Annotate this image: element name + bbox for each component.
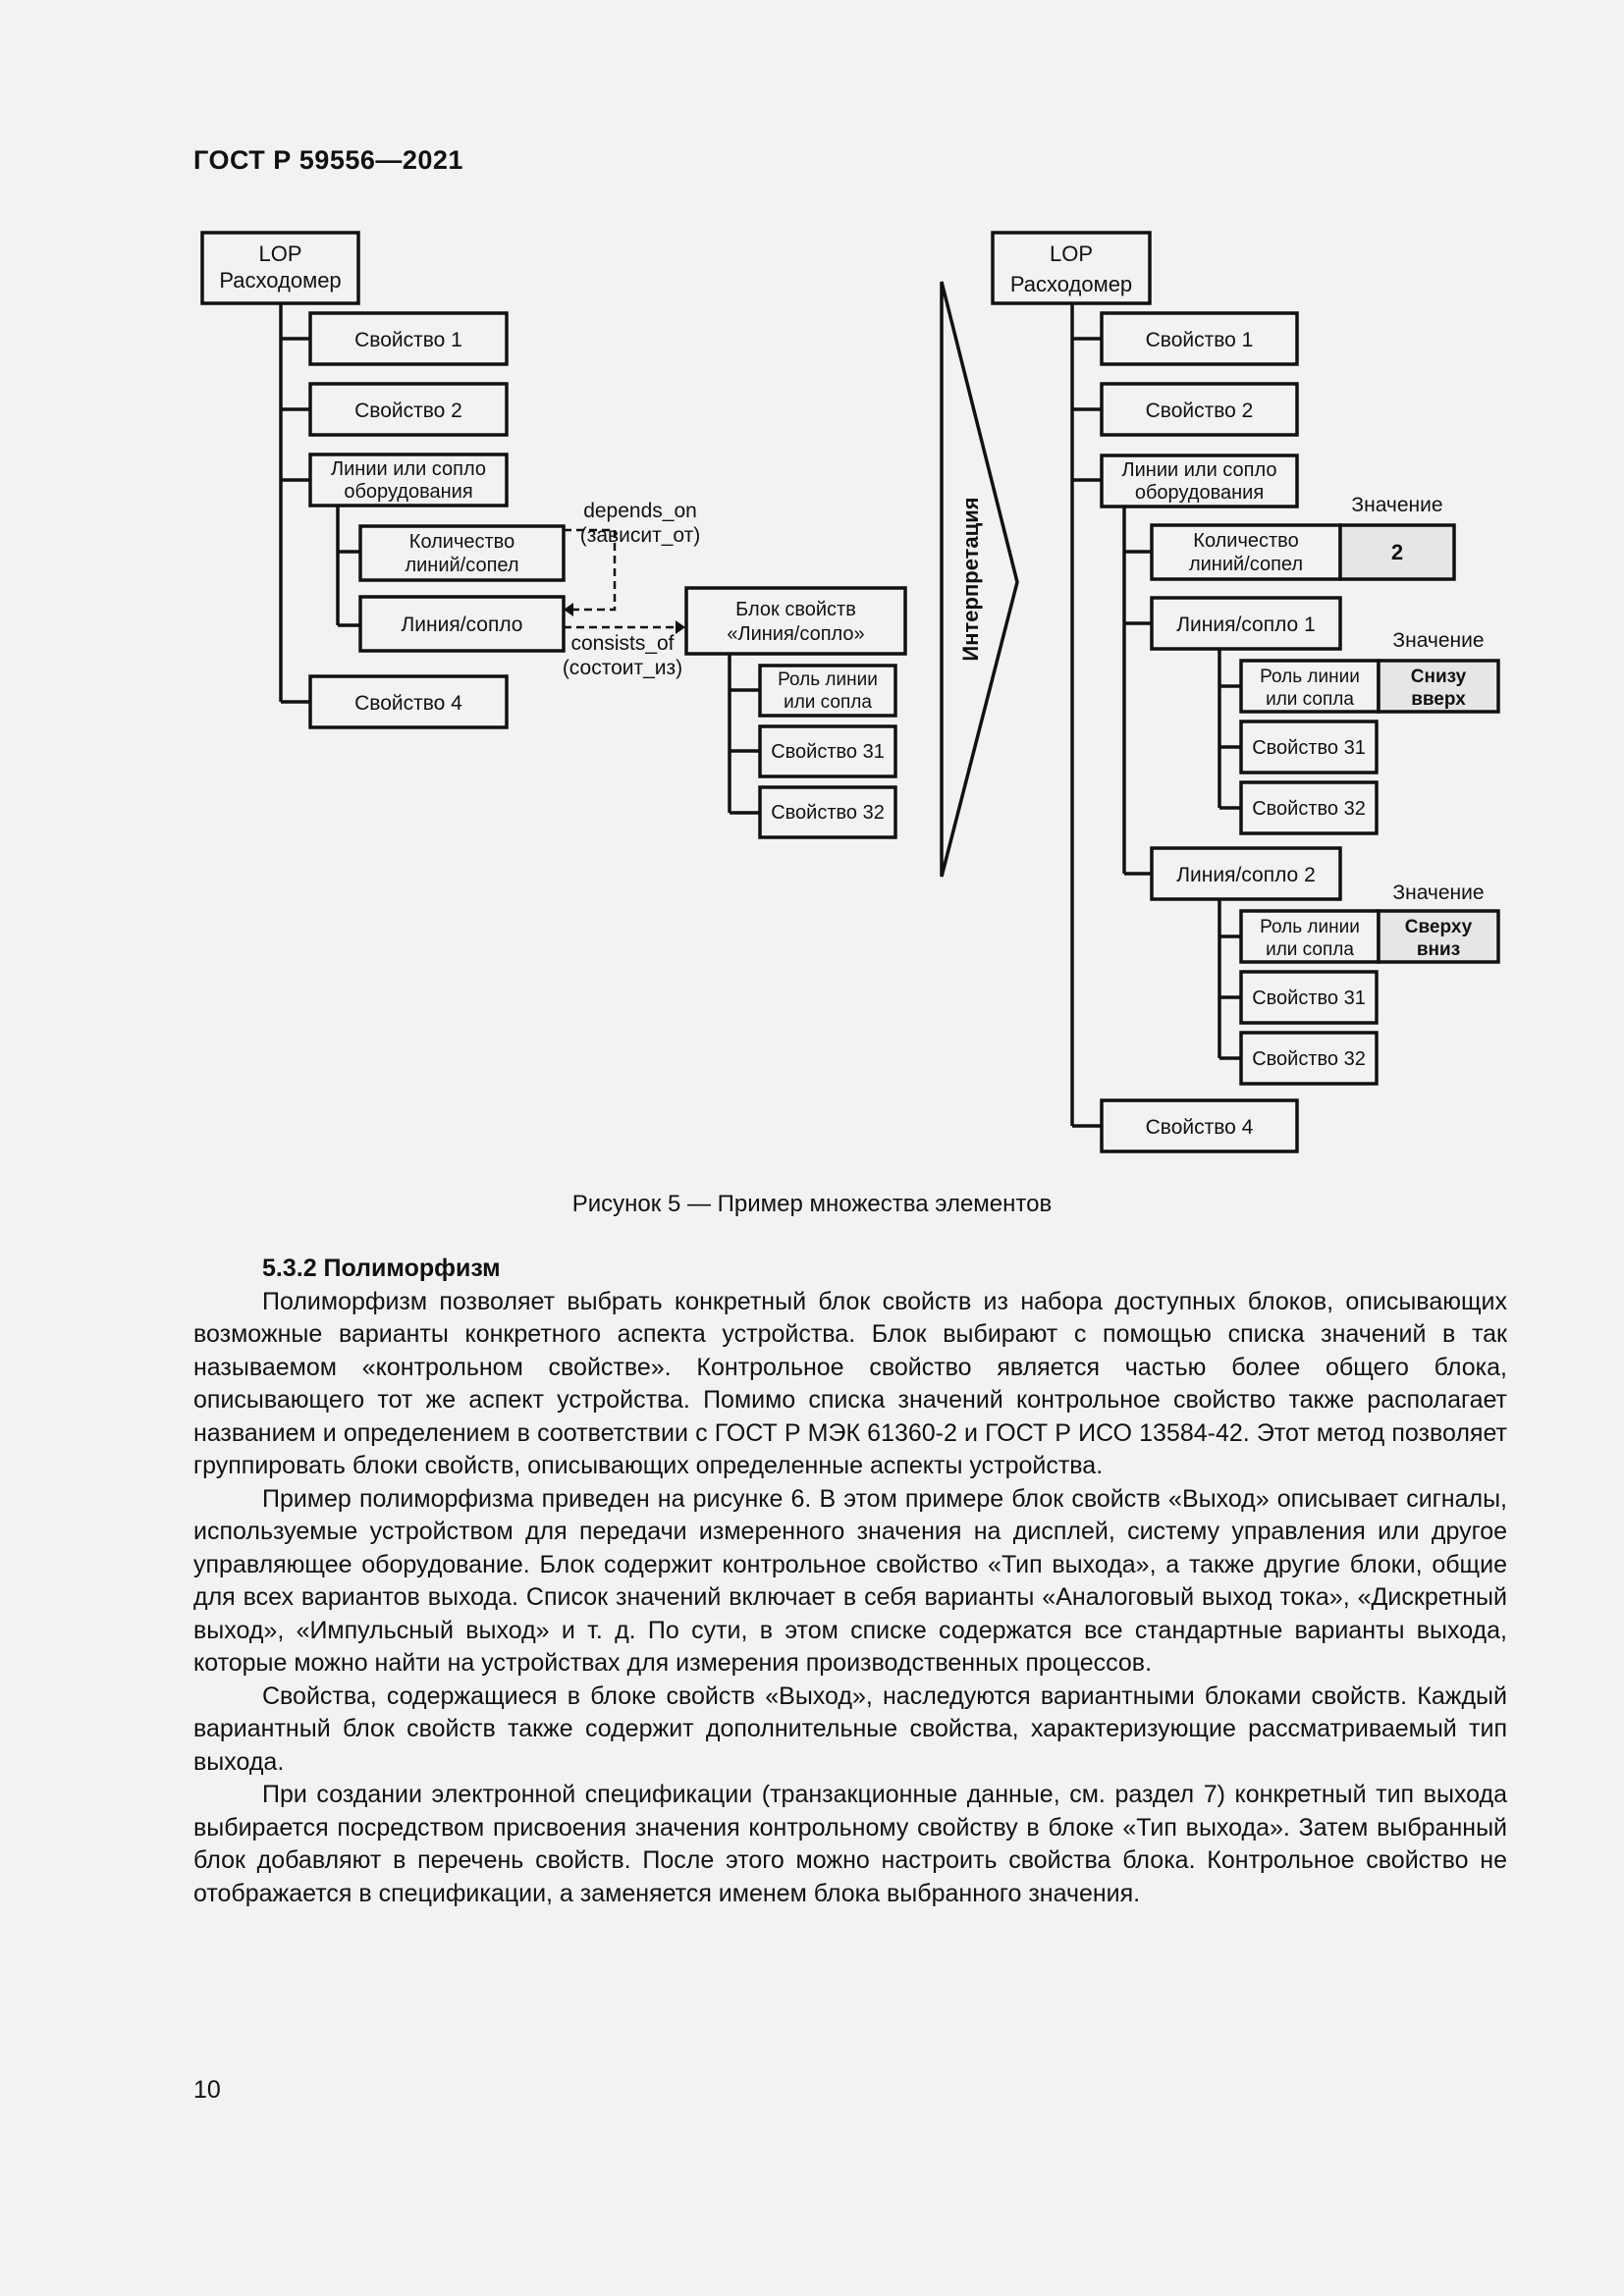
line1-box	[1152, 598, 1340, 649]
block-role-box	[760, 666, 895, 716]
value-label-line2: Значение	[1392, 881, 1485, 904]
paragraph-1: Полиморфизм позволяет выбрать конкретный блок свойств из набора доступных блоков, описывающих возможные варианты конкретного аспекта устройства. Блок выбирают с помощью списка значений в так называемом «контрольном свойстве». Контрольное свойство является частью более общего блока, описывающего тот же аспект устройства. Помимо списка значений контрольное свойство также располагает названием и определением в соответствии с ГОСТ Р МЭК 61360-2 и ГОСТ Р ИСО 13584-42. Этот метод позволяет группировать блоки свойств, описывающих определенные аспекты устройства.	[193, 1287, 1507, 1479]
svg-text:Свойство 32: Свойство 32	[771, 802, 885, 824]
svg-text:Линия/сопло 1: Линия/сопло 1	[1176, 614, 1316, 636]
page-number: 10	[193, 2076, 221, 2104]
right-property-1-box	[1102, 313, 1297, 364]
svg-text:или сопла: или сопла	[1266, 689, 1354, 710]
depends-on-label: depends_on	[583, 500, 697, 522]
paragraph-3: Свойства, содержащиеся в блоке свойств «Выход», наследуются вариантными блоками свойств. Каждый вариантный блок свойств также содержит дополнительные свойства, характеризующие рассматриваемый тип выхода.	[193, 1682, 1507, 1776]
svg-text:вверх: вверх	[1411, 689, 1466, 710]
left-property-2-box	[310, 384, 507, 435]
paragraph-4: При создании электронной спецификации (транзакционные данные, см. раздел 7) конкретный тип выхода выбирается посредством присвоения значения контрольному свойству в блоке «Тип выхода». Затем выбранный блок добавляют в перечень свойств. После этого можно настроить свойства блока. Контрольное свойство не отображается в спецификации, а заменяется именем блока выбранного значения.	[193, 1781, 1507, 1907]
line1-role-box	[1241, 661, 1379, 712]
left-root-line2: Расходомер	[219, 268, 342, 293]
left-lines-block-box	[310, 454, 507, 506]
svg-text:линий/сопел: линий/сопел	[1188, 554, 1304, 575]
svg-text:Количество: Количество	[1193, 530, 1299, 552]
line1-property-31-box	[1241, 721, 1377, 773]
svg-text:Линия/сопло: Линия/сопло	[401, 614, 523, 636]
left-root-box	[202, 233, 358, 303]
svg-text:Свойство 1: Свойство 1	[354, 329, 462, 351]
line1-property-32-box	[1241, 782, 1377, 833]
svg-text:Свойство 2: Свойство 2	[354, 400, 462, 422]
svg-text:Роль линии: Роль линии	[1260, 667, 1360, 687]
svg-text:Количество: Количество	[408, 531, 515, 553]
document-header: ГОСТ Р 59556—2021	[193, 145, 463, 175]
svg-text:Линия/сопло 2: Линия/сопло 2	[1176, 864, 1316, 886]
interpretation-label: Интерпретация	[958, 497, 983, 662]
svg-text:Роль линии: Роль линии	[778, 669, 878, 690]
svg-text:Свойство 31: Свойство 31	[1252, 737, 1366, 759]
svg-text:Свойство 32: Свойство 32	[1252, 798, 1366, 820]
svg-text:Свойство 4: Свойство 4	[1145, 1116, 1254, 1139]
line2-value-box	[1379, 911, 1498, 962]
consists-of-label: consists_of	[570, 632, 675, 655]
left-root-line1: LOP	[258, 241, 302, 266]
svg-text:Блок свойств: Блок свойств	[735, 599, 856, 620]
block-property-31-box	[760, 726, 895, 776]
svg-text:Свойство 4: Свойство 4	[354, 692, 462, 715]
figure-caption: Рисунок 5 — Пример множества элементов	[571, 1191, 1053, 1217]
svg-text:Свойство 32: Свойство 32	[1252, 1048, 1366, 1070]
property-block-title-box	[686, 588, 905, 654]
svg-text:2: 2	[1390, 540, 1404, 564]
left-line-box	[360, 597, 564, 651]
svg-text:Свойство 1: Свойство 1	[1145, 329, 1254, 351]
svg-text:Свойство 31: Свойство 31	[771, 741, 885, 763]
value-label-count: Значение	[1351, 494, 1443, 516]
right-lines-block-box	[1102, 455, 1297, 507]
line2-role-box	[1241, 911, 1379, 962]
right-property-2-box	[1102, 384, 1297, 435]
paragraph-2: Пример полиморфизма приведен на рисунке 6. В этом примере блок свойств «Выход» описывает сигналы, используемые устройством для передачи измеренного значения на дисплей, систему управления или другое управляющее оборудование. Блок содержит контрольное свойство «Тип выхода», а также другие блоки, общие для всех вариантов выхода. Список значений включает в себя варианты «Аналоговый выход тока», «Дискретный выход», «Импульсный выход» и т. д. По сути, в этом списке содержатся все стандартные варианты выхода, которые можно найти на устройствах для измерения производственных процессов.	[193, 1484, 1507, 1677]
svg-text:Линии или сопло: Линии или сопло	[330, 458, 487, 480]
svg-text:линий/сопел: линий/сопел	[405, 555, 519, 576]
right-count-box	[1152, 525, 1340, 579]
svg-text:Расходомер: Расходомер	[1009, 272, 1133, 296]
svg-text:Сверху: Сверху	[1404, 917, 1473, 937]
svg-text:Свойство 31: Свойство 31	[1252, 988, 1366, 1009]
line2-box	[1152, 848, 1340, 899]
right-root-box	[993, 233, 1150, 303]
svg-text:оборудования: оборудования	[1134, 482, 1265, 504]
svg-text:или сопла: или сопла	[784, 692, 872, 713]
svg-text:или сопла: или сопла	[1266, 939, 1354, 960]
count-value-box	[1340, 525, 1454, 579]
svg-text:Свойство 2: Свойство 2	[1145, 400, 1254, 422]
depends-on-label-ru: (зависит_от)	[579, 524, 701, 547]
consists-of-label-ru: (состоит_из)	[562, 657, 683, 679]
left-property-4-box	[310, 676, 507, 727]
right-property-4-box	[1102, 1100, 1297, 1151]
block-property-32-box	[760, 787, 895, 837]
section-body	[193, 1253, 1507, 1910]
svg-text:«Линия/сопло»: «Линия/сопло»	[727, 623, 865, 645]
svg-text:оборудования: оборудования	[344, 481, 473, 503]
svg-text:LOP: LOP	[1049, 241, 1094, 266]
left-property-1-box	[310, 313, 507, 364]
value-label-line1: Значение	[1392, 629, 1485, 652]
line2-property-32-box	[1241, 1033, 1377, 1084]
svg-text:Линии или сопло: Линии или сопло	[1121, 459, 1277, 481]
svg-text:Снизу: Снизу	[1410, 667, 1467, 687]
svg-text:Роль линии: Роль линии	[1260, 917, 1360, 937]
left-count-box	[360, 526, 564, 580]
line2-property-31-box	[1241, 972, 1377, 1023]
line1-value-box	[1379, 661, 1498, 712]
svg-text:вниз: вниз	[1416, 939, 1461, 960]
section-title: 5.3.2 Полиморфизм	[262, 1255, 501, 1282]
